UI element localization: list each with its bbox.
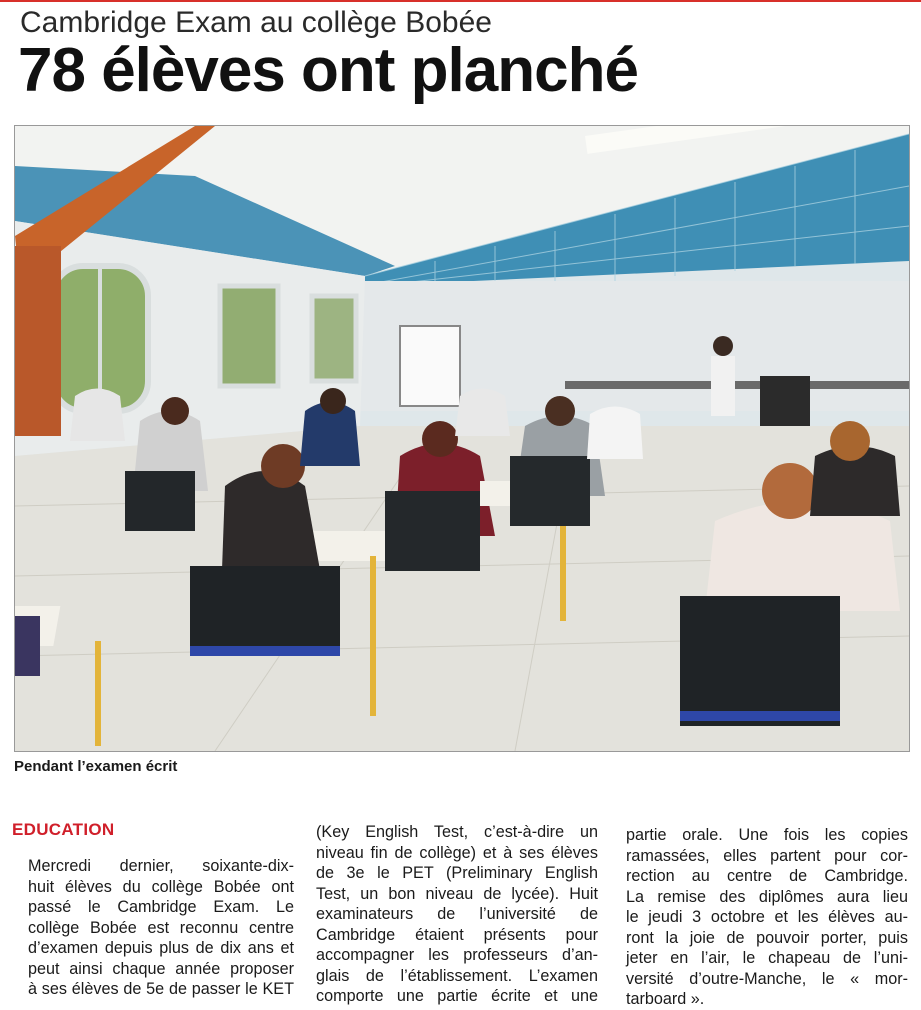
- text-line: Test, un bon niveau de lycée). Huit: [316, 884, 598, 903]
- text-line: niveau fin de collège) et à ses élèves: [316, 843, 598, 862]
- text-line: peut ainsi chaque année proposer: [28, 959, 294, 978]
- text-line: ront la joie de pouvoir porter, puis: [626, 928, 908, 947]
- text-line: partie orale. Une fois les copies: [626, 826, 908, 844]
- text-line: accompagner les professeurs d’an-: [316, 946, 598, 964]
- text-line: examinateurs de l’université de: [316, 905, 598, 923]
- text-line: à ses élèves de 5e de passer le KET: [28, 980, 294, 998]
- text-line: glais de l’établissement. L’examen: [316, 966, 598, 985]
- article-column-2: [316, 822, 598, 1007]
- text-line: d’examen depuis plus de dix ans et: [28, 939, 294, 957]
- section-label: EDUCATION: [12, 820, 115, 839]
- article-kicker: Cambridge Exam au collège Bobée: [20, 6, 492, 39]
- article-column-1: [12, 856, 294, 1000]
- article-photo: [14, 125, 910, 752]
- text-line: passé le Cambridge Exam. Le: [28, 898, 294, 916]
- top-rule: [0, 0, 921, 2]
- text-line: La remise des diplômes aura lieu: [626, 887, 908, 906]
- text-line: tarboard ».: [626, 990, 705, 1008]
- text-line: (Key English Test, c’est-à-dire un: [316, 823, 598, 841]
- text-line: versité d’outre-Manche, le « mor-: [626, 969, 908, 988]
- text-line: comporte une partie écrite et une: [316, 987, 598, 1005]
- text-line: rection au centre de Cambridge.: [626, 867, 908, 885]
- text-line: Mercredi dernier, soixante-dix-: [28, 857, 294, 875]
- text-line: de 3e le PET (Preliminary English: [316, 864, 598, 882]
- text-line: jeter en l’air, le chapeau de l’uni-: [626, 949, 908, 967]
- article-column-3: [626, 825, 908, 1010]
- text-line: le jeudi 3 octobre et les élèves au-: [626, 908, 908, 926]
- photo-caption: Pendant l’examen écrit: [14, 758, 178, 775]
- text-line: ramassées, elles partent pour cor-: [626, 846, 908, 865]
- article-headline: 78 élèves ont planché: [18, 36, 638, 105]
- text-line: collège Bobée est reconnu centre: [28, 918, 294, 937]
- exam-hall-illustration: [15, 126, 909, 751]
- text-line: huit élèves du collège Bobée ont: [28, 877, 294, 896]
- text-line: Cambridge étaient présents pour: [316, 925, 598, 944]
